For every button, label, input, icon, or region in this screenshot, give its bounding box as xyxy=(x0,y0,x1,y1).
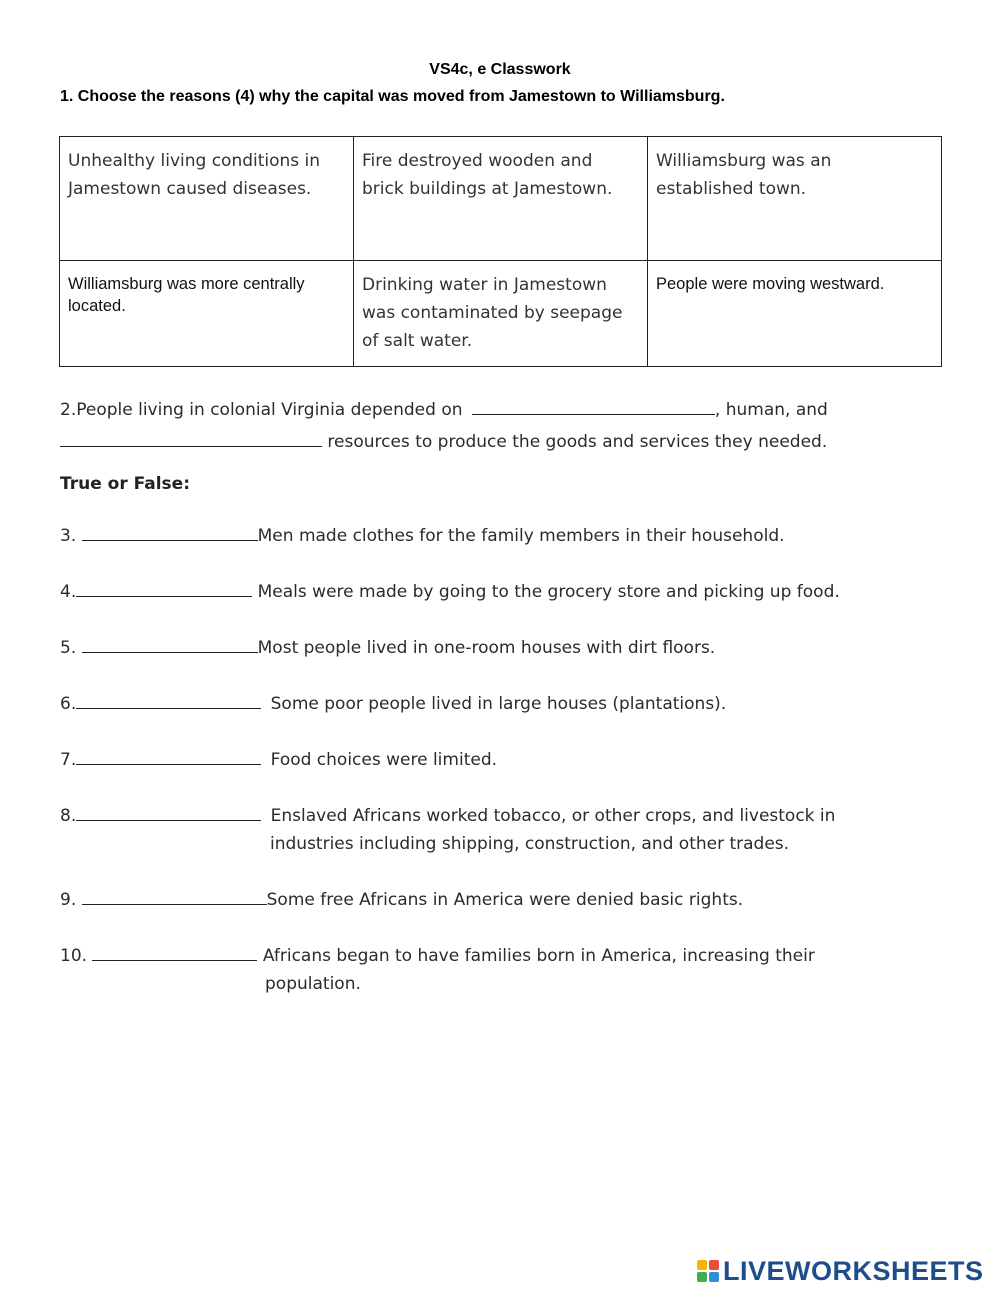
reason-cell[interactable]: Williamsburg was more centrally located. xyxy=(60,261,354,367)
answer-blank[interactable] xyxy=(76,707,261,709)
reason-cell[interactable]: Williamsburg was an established town. xyxy=(648,137,942,261)
list-item xyxy=(60,690,726,718)
answer-blank-capital[interactable] xyxy=(60,445,322,447)
item-number: 8. xyxy=(60,806,77,826)
answer-blank-natural[interactable] xyxy=(472,413,715,415)
item-number: 10. xyxy=(60,946,88,966)
item-number: 5. xyxy=(60,638,77,658)
item-number: 9. xyxy=(60,890,77,910)
question-2-text: resources to produce the goods and services they needed. xyxy=(327,432,828,452)
item-text: Enslaved Africans worked tobacco, or other crops, and livestock in xyxy=(270,806,836,826)
item-text: Food choices were limited. xyxy=(270,750,498,770)
true-false-heading: True or False: xyxy=(60,474,191,494)
question-2-text: 2.People living in colonial Virginia depended on xyxy=(60,400,463,420)
logo-cube xyxy=(697,1260,707,1270)
list-item xyxy=(60,578,840,606)
item-number: 6. xyxy=(60,694,77,714)
list-item xyxy=(60,886,743,914)
item-text: Meals were made by going to the grocery store and picking up food. xyxy=(257,582,840,602)
question-2-text: , human, and xyxy=(714,400,828,420)
answer-blank[interactable] xyxy=(76,819,261,821)
logo-cube xyxy=(709,1260,719,1270)
item-text: Some poor people lived in large houses (plantations). xyxy=(270,694,727,714)
question-2 xyxy=(60,394,828,458)
logo-cube xyxy=(709,1272,719,1282)
answer-blank[interactable] xyxy=(76,763,261,765)
worksheet-title: VS4c, e Classwork xyxy=(429,61,571,78)
item-text: industries including shipping, construction, and other trades. xyxy=(270,834,790,854)
item-number: 3. xyxy=(60,526,77,546)
logo-text: LIVEWORKSHEETS xyxy=(723,1255,984,1286)
list-item xyxy=(60,802,835,858)
list-item xyxy=(60,634,715,662)
answer-blank[interactable] xyxy=(76,595,252,597)
item-number: 4. xyxy=(60,582,77,602)
item-text: Men made clothes for the family members in their household. xyxy=(257,526,785,546)
item-text: Africans began to have families born in America, increasing their xyxy=(262,946,815,966)
answer-blank[interactable] xyxy=(82,651,258,653)
answer-blank[interactable] xyxy=(82,903,267,905)
liveworksheets-logo xyxy=(697,1256,984,1286)
list-item xyxy=(60,522,785,550)
reasons-table xyxy=(59,136,942,367)
item-text: Most people lived in one-room houses with dirt floors. xyxy=(257,638,716,658)
reason-cell[interactable]: Fire destroyed wooden and brick buildings at Jamestown. xyxy=(354,137,648,261)
reason-cell[interactable]: Drinking water in Jamestown was contaminated by seepage of salt water. xyxy=(354,261,648,367)
reason-cell[interactable]: People were moving westward. xyxy=(648,261,942,367)
reason-cell[interactable]: Unhealthy living conditions in Jamestown caused diseases. xyxy=(60,137,354,261)
item-text: population. xyxy=(265,974,361,994)
question-1: 1. Choose the reasons (4) why the capital was moved from Jamestown to Williamsburg. xyxy=(60,88,725,105)
answer-blank[interactable] xyxy=(82,539,258,541)
item-text: Some free Africans in America were denied basic rights. xyxy=(266,890,744,910)
logo-cubes-icon xyxy=(697,1260,719,1282)
list-item xyxy=(60,942,815,998)
answer-blank[interactable] xyxy=(92,959,257,961)
list-item xyxy=(60,746,497,774)
item-number: 7. xyxy=(60,750,77,770)
logo-cube xyxy=(697,1272,707,1282)
